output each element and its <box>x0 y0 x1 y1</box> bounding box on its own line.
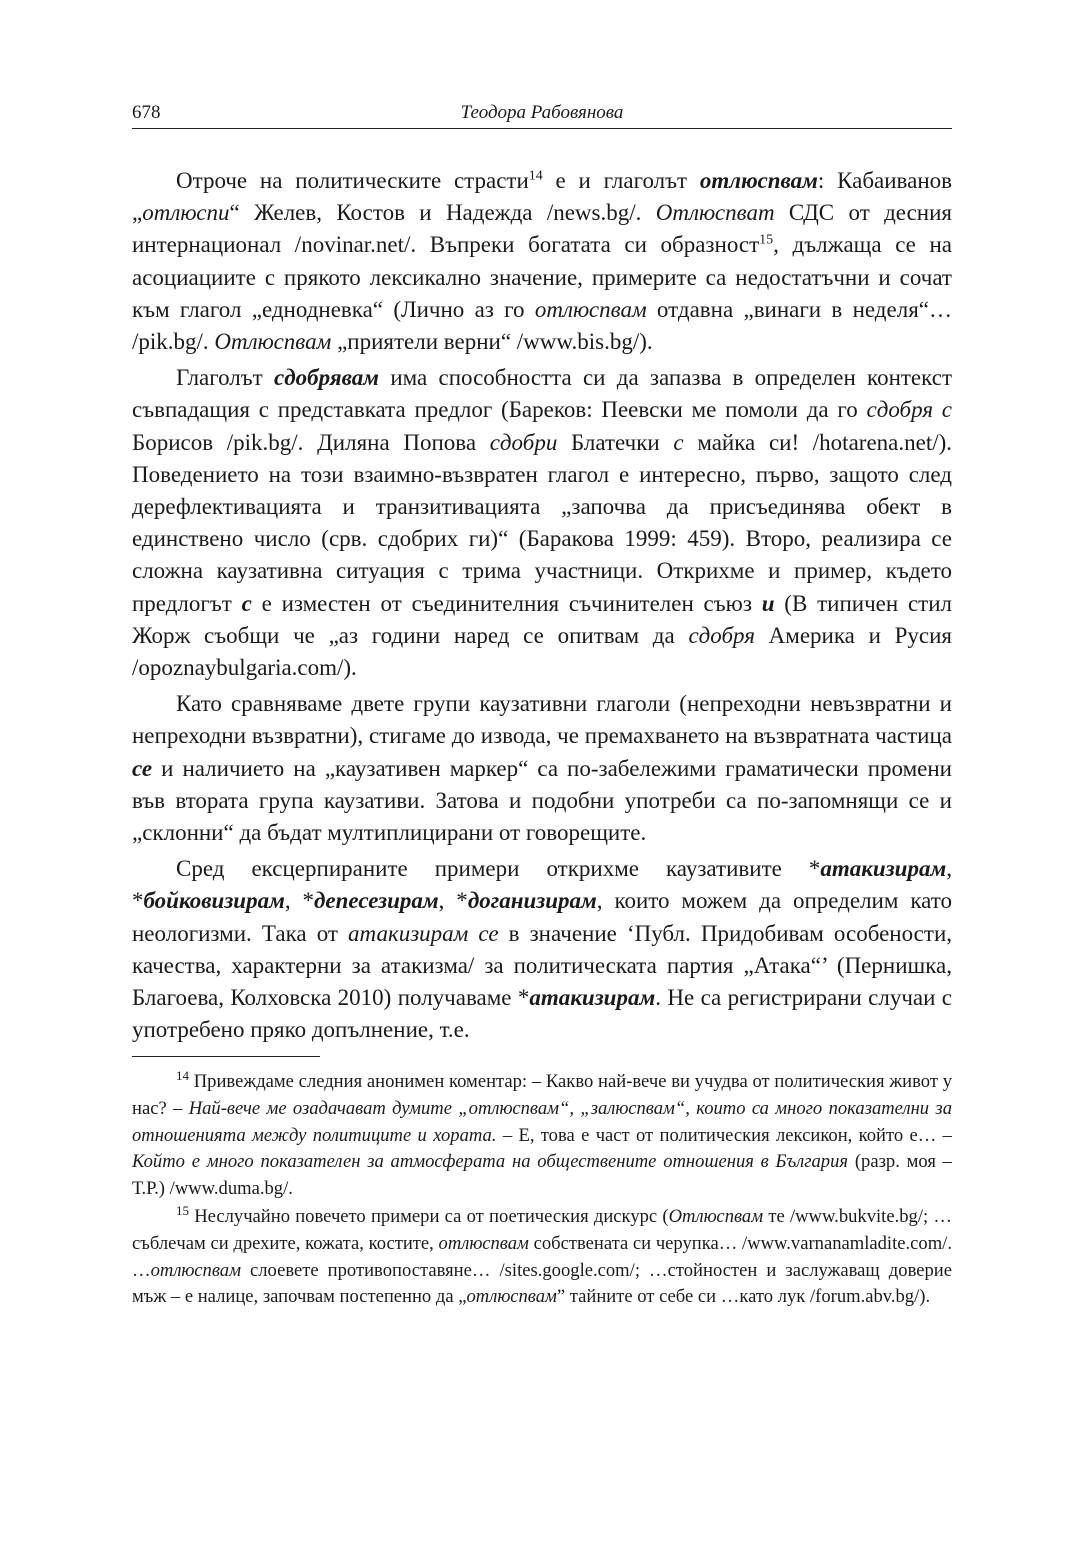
text-run: е и глаголът <box>542 168 700 193</box>
emphasis-italic: отлюспвам <box>534 296 647 322</box>
text-run: , дължаща се на асоциациите с прякото лексикално значение, примерите са недостатъчни и сочат към глагол „еднодневка“ (Лично аз го <box>132 232 953 322</box>
text-run: Глаголът <box>176 365 275 391</box>
emphasis-bold-italic: и <box>761 590 775 616</box>
emphasis-bold-italic: с <box>241 590 252 616</box>
footnote-number: 14 <box>176 1068 189 1084</box>
text-run: , които можем да определим като неологизми. Така от <box>132 888 953 946</box>
emphasis-italic: сдобря с <box>866 397 952 423</box>
text-run: Америка и Русия /opoznaybulgaria.com/). <box>132 622 952 681</box>
text-run: в значение ‘Публ. Придобивам особености, качества, характерни за атакизма/ за политическата партия „Атака“’ (Пернишка, Благоева, Колховска 2010) получаваме * <box>132 920 953 1011</box>
emphasis-bold-italic: атакизирам <box>529 985 656 1011</box>
emphasis-bold-italic: отлюспвам <box>699 168 818 193</box>
running-head <box>132 98 952 129</box>
emphasis-italic: отлюспи <box>142 200 230 226</box>
text-run: Привеждаме следния анонимен коментар: – Какво най-вече ви учудва от политическия живот у нас? – <box>132 1071 952 1120</box>
emphasis-italic: Отлюспвам <box>214 329 332 355</box>
text-run: СДС от десния интернационал /novinar.net/. Въпреки богатата си образност <box>132 200 952 258</box>
text-run: отдавна „винаги в неделя“… /pik.bg/. <box>132 296 952 355</box>
text-run: Борисов /pik.bg/. Диляна Попова <box>132 429 490 455</box>
emphasis-italic: сдобри <box>489 429 558 455</box>
text-run: има способността си да запазва в определен контекст съвпадащия с представката предлог (Бареков: Пеевски ме помоли да го <box>132 365 952 423</box>
emphasis-bold-italic: сдобрявам <box>274 365 380 391</box>
emphasis-italic: Отлюспвам <box>668 1206 764 1228</box>
running-title: Теодора Рабовянова <box>460 102 624 123</box>
footnote-14 <box>132 1069 952 1202</box>
emphasis-italic: Отлюспват <box>655 200 775 226</box>
text-run: ” тайните от себе си …като лук /forum.abv.bg/). <box>556 1286 931 1308</box>
emphasis-italic: атакизирам се <box>348 920 499 946</box>
text-run: , * <box>132 856 952 914</box>
emphasis-bold-italic: се <box>132 755 153 781</box>
emphasis-bold-italic: бойковизирам <box>143 888 285 914</box>
emphasis-bold-italic: доганизирам <box>467 888 597 914</box>
emphasis-bold-italic: атакизирам <box>820 856 947 882</box>
text-run: Отроче на политическите страсти <box>176 168 529 193</box>
text-run: е изместен от съединителния съчинителен съюз <box>251 590 762 616</box>
footnote-ref-15: 15 <box>759 232 774 248</box>
text-run: те /www.bukvite.bg/; …съблeчам си дрехите, кожата, костите, <box>132 1206 953 1255</box>
emphasis-italic: Който е много показателен за атмосферата на обществените отношения в България <box>132 1151 849 1173</box>
paragraph-3 <box>132 688 952 849</box>
emphasis-italic: Най-вече ме озадачават думите „отлюспвам“, „залюспвам“, които са много показателни за отношенията между политиците и хората. <box>132 1098 952 1146</box>
text-run: “ Желев, Костов и Надежда /news.bg/. <box>229 200 656 226</box>
text-run: майка си! /hotarena.net/). Поведението на този взаимно-възвратен глагол е интересно, първо, защото след дерефлективацията и транзитивацията „започва да присъединява обект в единствено число (срв. сдобрих ги)“ (Баракова 1999: 459). Второ, реализира се сложна каузативна ситуация с трима участници. Открихме и пример, където предлогът <box>132 429 953 616</box>
footnote-15 <box>132 1204 952 1310</box>
paragraph-4 <box>132 853 952 1046</box>
text-run: – Е, това е част от политическия лексикон, който е… – <box>496 1124 952 1146</box>
text-run: „приятели верни“ /www.bis.bg/). <box>331 329 653 355</box>
text-run: и наличието на „каузативен маркер“ са по-забележими граматически промени във втората група каузативи. Затова и подобни употреби са по-запомнящи се и „склонни“ да бъдат мултиплицирани от говорещите. <box>132 755 952 846</box>
text-run: Неслучайно повечето примери са от поетическия дискурс ( <box>189 1206 669 1228</box>
body-text <box>132 165 952 1046</box>
page-number: 678 <box>132 102 161 123</box>
text-run: слоевете противопоставяне… /sites.google.com/; …стойностен и заслужаващ доверие мъж – е налице, започвам постепенно да „ <box>132 1259 952 1308</box>
paragraph-1 <box>132 165 952 358</box>
emphasis-italic: отлюспвам <box>438 1233 529 1255</box>
emphasis-italic: сдобря <box>688 622 755 648</box>
footnote-separator <box>132 1056 320 1057</box>
footnote-ref-14: 14 <box>528 168 543 184</box>
text-run: Блатечки <box>557 429 674 455</box>
footnotes <box>132 1069 952 1310</box>
emphasis-italic: с <box>673 429 684 455</box>
footnote-number: 15 <box>176 1203 189 1219</box>
text-run: собствената си черупка… /www.varnanamladite.com/. … <box>132 1233 952 1281</box>
emphasis-italic: отлюспвам <box>150 1259 241 1281</box>
text-run: Сред ексцерпираните примери открихме каузативите * <box>176 856 821 882</box>
text-run: : Кабаиванов „ <box>132 168 952 226</box>
book-page <box>132 98 952 1313</box>
text-run: , * <box>284 888 314 914</box>
text-run: (В типичен стил Жорж съобщи че „аз години наред се опитвам да <box>132 590 952 648</box>
emphasis-bold-italic: депесезирам <box>314 888 439 914</box>
text-run: Като сравняваме двете групи каузативни глаголи (непреходни невъзвратни и непреходни възвратни), стигаме до извода, че премахването на възвратната частица <box>132 691 952 749</box>
paragraph-2 <box>132 362 952 684</box>
text-run: , * <box>438 888 468 914</box>
text-run: . Не са регистрирани случаи с употребено пряко допълнение, т.е. <box>132 985 952 1043</box>
text-run: (разр. моя – Т.Р.) /www.duma.bg/. <box>132 1151 952 1199</box>
emphasis-italic: отлюспвам <box>466 1286 557 1308</box>
